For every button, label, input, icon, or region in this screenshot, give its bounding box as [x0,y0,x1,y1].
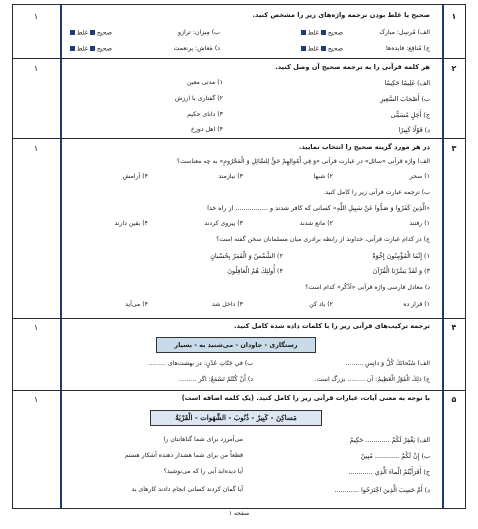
q4-item-c: ج) ذلِكَ الْفَوْزُ الْعَظِيمُ: آن ......... بزرگ است. [314,376,430,383]
q1-item-c-options[interactable]: صحیحغلط [299,46,343,53]
q3-c-option-4[interactable]: ۴) أُولئِكَ هُمُ الْغافِلُونَ [227,267,283,275]
q3-c-option-3[interactable]: ۳) وَ لَقَدْ يَسَّرْنَا الْقُرْآنَ [372,267,430,275]
page-footer: صفحه ۱ [12,508,466,519]
word-bank: رستگاری - جاودان - می‌شنید به - بسیار [156,337,316,353]
q1-item-b-options[interactable]: صحیحغلط [68,30,112,37]
q4-item-a: الف) سُبْحانَكَ كُلَّ وَ دانِسِ ......... [345,360,430,367]
q3-a-option-2[interactable]: ۲) شبها [313,173,333,180]
q1-item-b: ب) مِیزان: ترازو [178,29,220,36]
q5-item-a-verse: الف) يَغْفِرْ لَكُمْ ............ حَكِيمٌ [349,436,430,444]
question-title: با توجه به معنی آیات، عبارات قرآنی زیر را کامل کنید. (یک کلمه اضافه است) [181,394,430,402]
checkbox-icon[interactable] [301,30,306,35]
q2-right-1: ۱) مدتی معین [187,79,223,86]
q1-item-a: الف) مُرسِل: مبارک [379,29,430,36]
checkbox-icon[interactable] [70,46,75,51]
question-number: ۴ [451,323,457,332]
q2-left-c: ج) أَجَلٍ مُسَمًّى [390,111,430,119]
score-column-divider [60,4,62,508]
q4-item-b: ب) في جَنّاتِ عَدْنٍ: در بهشت‌های ......... [148,360,253,367]
checkbox-icon[interactable] [321,30,326,35]
checkbox-icon[interactable] [321,46,326,51]
q5-item-c-verse: ج) أَفَرَأَيْتُمُ الْماءَ الَّذِي ............ [348,468,430,476]
q3-a-question: الف) واژه قرآنی «سائل» در عبارت قرآنی «وَ فِي أَمْوالِهِمْ حَقٌّ لِلسَّائِلِ وَ الْمَحْرُومِ» به چه معناست؟ [176,158,430,165]
q3-d-option-3[interactable]: ۳) داخل شد [211,301,243,308]
question-number: ۲ [451,64,457,73]
frame-right [465,4,466,508]
q2-left-a: الف) عَلِيمًا حَكِيمًا [384,79,430,87]
q3-c-option-1[interactable]: ۱) إِنَّمَا الْمُؤْمِنُونَ إِخْوَةٌ [372,252,430,260]
q3-b-verse: «الَّذِينَ كَفَرُوا وَ صَدُّوا عَنْ سَبِيلِ اللَّهِ» کسانی که کافر شدند و ................ از راه خدا [207,204,430,212]
q5-item-d-verse: د) أَمْ حَسِبَ الَّذِينَ اجْتَرَحُوا ............ [334,486,430,494]
question-score: ۱ [33,144,39,153]
checkbox-icon[interactable] [90,46,95,51]
q1-item-d: د) مَعاش: پرنعمت [173,45,220,52]
q5-item-a-translation: می‌آمرزد برای شما گناهانتان را [163,436,243,443]
question-score: ۱ [33,12,39,21]
question-score: ۱ [33,395,39,404]
question-title: ترجمه ترکیب‌های قرآنی زیر را با کلمات داده شده کامل کنید. [233,322,430,330]
q2-left-d: د) قَوْلًا كَبِيرًا [398,126,430,134]
q3-c-question: ج) در کدام عبارت قرآنی، خداوند از رابطه برادری میان مسلمانان سخن گفته است؟ [216,236,430,243]
row-divider-2 [12,138,466,139]
q3-b-option-1[interactable]: ۱) رفتند [409,220,430,227]
q2-right-3: ۳) دانای حکیم [187,111,223,118]
q3-d-option-4[interactable]: ۴) می‌آید [125,301,148,308]
q5-item-b-verse: ب) إِنْ لَكُمْ ............ مُبِينٌ [360,452,430,460]
q5-item-b-translation: قطعاً من برای شما هشدار دهنده آشکار هستم [124,452,243,459]
q3-d-option-2[interactable]: ۲) یاد کن [309,301,333,308]
q4-item-d: د) أَنْ كُنْتُمْ تَسْمَعُ: اگر ......... [178,376,253,383]
frame-left [12,4,13,508]
checkbox-icon[interactable] [70,30,75,35]
checkbox-icon[interactable] [90,30,95,35]
word-bank: مَساكِنَ - كَبِيرٌ - ذُنُوبَ - الشَّهَوات - الْقَرْيَةُ [150,410,322,426]
q1-item-a-options[interactable]: صحیحغلط [299,30,343,37]
checkbox-icon[interactable] [301,46,306,51]
q3-a-option-1[interactable]: ۱) سحر [409,173,430,180]
q3-d-question: د) معادل فارسی واژه قرآنی «اَذْكُر» کدام است؟ [305,284,430,291]
frame-top [12,4,466,5]
question-score: ۱ [33,323,39,332]
q2-right-4: ۴) اهل دوزخ [190,126,223,133]
q3-b-option-3[interactable]: ۳) پیروی کردند [204,220,243,227]
q2-left-b: ب) أَصْحابَ السَّعِيرِ [380,95,430,103]
row-divider-1 [12,58,466,59]
question-number: ۱ [451,12,457,21]
q5-item-d-translation: آیا گمان کردند کسانی انجام دادند کارهای بد [131,486,243,493]
q2-right-2: ۲) گفتاری با ارزش [174,95,223,102]
question-score: ۱ [33,64,39,73]
number-column-divider [442,4,444,508]
q3-c-option-2[interactable]: ۲) الشَّمْسُ وَ الْقَمَرُ بِحُسْبانٍ [210,252,283,260]
question-number: ۳ [451,144,457,153]
q3-a-option-4[interactable]: ۴) آرامش [122,173,148,180]
question-number: ۵ [451,395,457,404]
q3-a-option-3[interactable]: ۳) نیازمند [218,173,243,180]
q1-item-c: ج) مُنافِع: فایده‌ها [386,45,430,52]
q3-b-question: ب) ترجمه عبارت قرآنی زیر را کامل کنید. [323,189,430,196]
row-divider-3 [12,318,466,319]
question-title: در هر مورد گزینه صحیح را انتخاب نمایید. [298,143,430,151]
question-title: هر کلمه قرآنی را به ترجمه صحیح آن وصل کنید. [275,63,430,71]
q3-d-option-1[interactable]: ۱) قرار ده [403,301,430,308]
question-title: صحیح یا غلط بودن ترجمه واژه‌های زیر را مشخص کنید. [252,11,430,19]
q5-item-c-translation: آیا دیده‌اید آبی را که می‌نوشید؟ [163,468,243,475]
q1-item-d-options[interactable]: صحیحغلط [68,46,112,53]
row-divider-4 [12,390,466,391]
q3-b-option-4[interactable]: ۴) یقین دارند [114,220,148,227]
q3-b-option-2[interactable]: ۲) مانع شدند [299,220,333,227]
